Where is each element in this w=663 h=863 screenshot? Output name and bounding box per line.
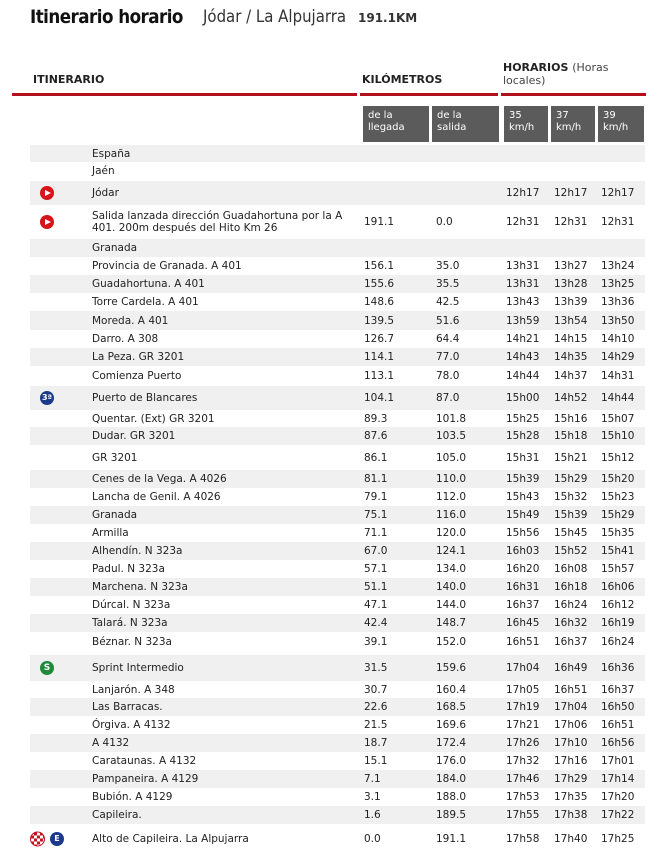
location-name: Capileira. [92,809,142,821]
km-from-start: 77.0 [436,351,460,363]
location-name: Lancha de Genil. A 4026 [92,491,221,503]
location-name: Las Barracas. [92,701,163,713]
time-35kmh: 16h51 [506,635,540,648]
time-35kmh: 17h46 [506,773,540,785]
km-from-start: 148.7 [436,617,467,629]
km-to-finish: 39.1 [364,635,388,648]
km-from-start: 189.5 [436,809,467,821]
page-header [30,6,418,32]
time-37kmh: 16h32 [554,617,588,629]
km-to-finish: 71.1 [364,527,388,539]
time-39kmh: 17h14 [601,773,635,785]
table-row [30,752,645,770]
mountain-climb-icon: 3ª [40,391,54,405]
time-35kmh: 15h56 [506,527,540,539]
km-from-start: 78.0 [436,369,460,382]
km-to-finish: 75.1 [364,509,388,521]
km-from-start: 0.0 [436,216,453,228]
km-from-start: 103.5 [436,430,467,442]
location-name: Granada [92,242,138,254]
time-37kmh: 14h37 [554,369,588,382]
mountain-climb-icon: E [50,832,64,846]
location-name: Bubión. A 4129 [92,791,173,803]
time-35kmh: 13h43 [506,296,540,308]
time-35kmh: 15h31 [506,451,540,464]
table-row [30,386,645,410]
route-name: Jódar / La Alpujarra [203,7,347,27]
location-name: Dudar. GR 3201 [92,430,176,442]
location-name: Dúrcal. N 323a [92,599,171,611]
time-39kmh: 15h10 [601,430,635,442]
location-name: Carataunas. A 4132 [92,755,197,767]
km-to-finish: 126.7 [364,333,395,345]
km-to-finish: 21.5 [364,719,388,731]
time-35kmh: 17h55 [506,809,540,821]
time-35kmh: 17h19 [506,701,540,713]
km-to-finish: 31.5 [364,662,388,674]
table-row [30,470,645,488]
time-39kmh: 17h22 [601,809,635,821]
table-row [30,770,645,788]
table-row [30,542,645,560]
km-from-start: 169.6 [436,719,467,731]
time-35kmh: 17h53 [506,791,540,803]
km-from-start: 160.4 [436,683,467,696]
km-to-finish: 79.1 [364,491,388,503]
time-35kmh: 13h31 [506,260,540,272]
time-39kmh: 15h12 [601,451,635,464]
table-row [30,734,645,752]
km-from-start: 191.1 [436,833,467,845]
time-37kmh: 15h18 [554,430,588,442]
km-from-start: 144.0 [436,599,467,611]
subheader-speed-37: 37 km/h [551,106,595,142]
time-37kmh: 13h28 [554,278,588,290]
location-name: Guadahortuna. A 401 [92,278,205,290]
time-39kmh: 13h24 [601,260,635,272]
time-35kmh: 17h05 [506,683,540,696]
location-name: España [92,147,131,160]
time-35kmh: 17h32 [506,755,540,767]
time-39kmh: 12h17 [601,187,635,199]
km-from-start: 42.5 [436,296,460,308]
km-to-finish: 67.0 [364,545,388,557]
time-35kmh: 16h03 [506,545,540,557]
km-to-finish: 155.6 [364,278,395,290]
time-39kmh: 16h56 [601,737,635,749]
time-37kmh: 16h51 [554,683,588,696]
location-name: Alhendín. N 323a [92,545,183,557]
time-35kmh: 14h44 [506,369,540,382]
location-name: Sprint Intermedio [92,662,184,674]
time-37kmh: 15h52 [554,545,588,557]
time-39kmh: 16h36 [601,662,635,674]
time-39kmh: 14h29 [601,351,635,363]
table-row [30,181,645,205]
time-39kmh: 15h07 [601,412,635,425]
time-37kmh: 16h49 [554,662,588,674]
table-row [30,348,645,366]
time-39kmh: 16h12 [601,599,635,611]
location-name: Torre Cardela. A 401 [92,296,199,308]
location-name: Salida lanzada dirección Guadahortuna por la A 401. 200m después del Hito Km 26 [92,210,343,234]
location-name: Provincia de Granada. A 401 [92,260,242,272]
time-37kmh: 15h21 [554,451,588,464]
time-39kmh: 13h50 [601,314,635,327]
km-to-finish: 156.1 [364,260,395,272]
table-row [30,596,645,614]
time-39kmh: 17h20 [601,791,635,803]
table-row [30,698,645,716]
table-row [30,275,645,293]
km-from-start: 116.0 [436,509,467,521]
table-row [30,330,645,348]
table-row [30,311,645,330]
table-row [30,205,645,239]
table-row [30,427,645,445]
time-37kmh: 12h17 [554,187,588,199]
time-39kmh: 17h01 [601,755,635,767]
km-to-finish: 114.1 [364,351,395,363]
time-39kmh: 16h51 [601,719,635,731]
table-row [30,524,645,542]
km-from-start: 168.5 [436,701,467,713]
subheader-speed-35: 35 km/h [504,106,548,142]
km-from-start: 110.0 [436,473,467,485]
table-row [30,632,645,651]
km-to-finish: 3.1 [364,791,381,803]
location-name: Lanjarón. A 348 [92,683,175,696]
location-name: Alto de Capileira. La Alpujarra [92,833,249,845]
time-37kmh: 16h18 [554,581,588,593]
time-35kmh: 16h37 [506,599,540,611]
time-37kmh: 15h32 [554,491,588,503]
km-from-start: 184.0 [436,773,467,785]
table-row [30,488,645,506]
location-name: Béznar. N 323a [92,635,172,648]
time-37kmh: 16h24 [554,599,588,611]
km-to-finish: 47.1 [364,599,388,611]
km-to-finish: 86.1 [364,451,388,464]
table-row [30,578,645,596]
time-35kmh: 15h43 [506,491,540,503]
time-39kmh: 16h37 [601,683,635,696]
location-name: La Peza. GR 3201 [92,351,185,363]
sprint-icon: S [40,661,54,675]
time-39kmh: 16h50 [601,701,635,713]
table-row [30,655,645,681]
time-35kmh: 16h20 [506,563,540,575]
km-to-finish: 104.1 [364,392,395,404]
km-from-start: 87.0 [436,392,460,404]
table-row [30,614,645,632]
time-39kmh: 12h31 [601,216,635,228]
location-name: A 4132 [92,737,130,749]
time-39kmh: 15h41 [601,545,635,557]
table-row [30,410,645,427]
km-from-start: 105.0 [436,451,467,464]
km-from-start: 35.5 [436,278,460,290]
km-to-finish: 81.1 [364,473,388,485]
time-37kmh: 17h10 [554,737,588,749]
time-39kmh: 13h36 [601,296,635,308]
km-from-start: 64.4 [436,333,460,345]
time-39kmh: 15h57 [601,563,635,575]
km-from-start: 152.0 [436,635,467,648]
table-row [30,445,645,470]
subheader-km-llegada: de la llegada [363,106,429,142]
table-row [30,257,645,275]
time-35kmh: 17h21 [506,719,540,731]
itinerario-header: ITINERARIO [33,73,105,86]
table-row [30,239,645,257]
km-to-finish: 139.5 [364,314,395,327]
time-35kmh: 13h59 [506,314,540,327]
horarios-note: (Horas locales) [503,61,609,87]
location-name: Padul. N 323a [92,563,165,575]
time-35kmh: 14h43 [506,351,540,363]
time-37kmh: 17h40 [554,833,588,845]
time-39kmh: 15h35 [601,527,635,539]
km-to-finish: 191.1 [364,216,395,228]
km-from-start: 172.4 [436,737,467,749]
km-from-start: 35.0 [436,260,460,272]
km-to-finish: 1.6 [364,809,381,821]
divider-kilometros [360,93,498,96]
location-name: Cenes de la Vega. A 4026 [92,473,227,485]
table-row [30,162,645,180]
table-row [30,826,645,852]
km-to-finish: 0.0 [364,833,381,845]
km-to-finish: 89.3 [364,412,388,425]
time-35kmh: 17h26 [506,737,540,749]
time-37kmh: 15h39 [554,509,588,521]
time-39kmh: 15h23 [601,491,635,503]
start-play-icon [40,186,54,200]
subheader-speed-39: 39 km/h [598,106,644,142]
table-row [30,716,645,734]
location-name: Comienza Puerto [92,369,182,382]
time-37kmh: 17h04 [554,701,588,713]
table-row [30,681,645,698]
km-to-finish: 7.1 [364,773,381,785]
time-37kmh: 16h37 [554,635,588,648]
km-to-finish: 51.1 [364,581,388,593]
table-row [30,366,645,385]
km-to-finish: 148.6 [364,296,395,308]
finish-flag-icon [30,832,45,847]
start-play-icon [40,215,54,229]
location-name: Armilla [92,527,129,539]
time-35kmh: 15h28 [506,430,540,442]
time-39kmh: 14h10 [601,333,635,345]
horarios-label: HORARIOS [503,61,569,74]
time-37kmh: 14h35 [554,351,588,363]
location-name: Puerto de Blancares [92,392,198,404]
km-to-finish: 42.4 [364,617,388,629]
time-35kmh: 12h31 [506,216,540,228]
time-39kmh: 17h25 [601,833,635,845]
divider-itinerario [12,93,357,96]
horarios-header [503,61,633,87]
time-35kmh: 15h00 [506,392,540,404]
km-from-start: 124.1 [436,545,467,557]
location-name: Granada [92,509,138,521]
km-to-finish: 18.7 [364,737,388,749]
km-from-start: 159.6 [436,662,467,674]
time-37kmh: 17h06 [554,719,588,731]
location-name: Jaén [92,165,115,177]
time-37kmh: 15h29 [554,473,588,485]
table-row [30,560,645,578]
km-from-start: 188.0 [436,791,467,803]
time-37kmh: 13h27 [554,260,588,272]
page-title: Itinerario horario [30,6,183,28]
km-to-finish: 57.1 [364,563,388,575]
time-37kmh: 13h54 [554,314,588,327]
km-from-start: 120.0 [436,527,467,539]
kilometros-header: KILÓMETROS [362,73,443,86]
time-37kmh: 16h08 [554,563,588,575]
time-37kmh: 14h15 [554,333,588,345]
time-37kmh: 17h35 [554,791,588,803]
time-35kmh: 15h49 [506,509,540,521]
time-37kmh: 15h45 [554,527,588,539]
time-35kmh: 17h58 [506,833,540,845]
time-39kmh: 15h29 [601,509,635,521]
route-distance: 191.1KM [358,11,418,25]
time-37kmh: 17h29 [554,773,588,785]
table-row [30,788,645,806]
time-39kmh: 14h31 [601,369,635,382]
km-from-start: 51.6 [436,314,460,327]
time-37kmh: 14h52 [554,392,588,404]
km-to-finish: 15.1 [364,755,388,767]
km-from-start: 101.8 [436,412,467,425]
time-39kmh: 16h06 [601,581,635,593]
location-name: Jódar [92,187,119,199]
time-37kmh: 15h16 [554,412,588,425]
time-37kmh: 12h31 [554,216,588,228]
km-from-start: 134.0 [436,563,467,575]
time-35kmh: 12h17 [506,187,540,199]
time-37kmh: 17h38 [554,809,588,821]
location-name: Moreda. A 401 [92,314,169,327]
km-to-finish: 22.6 [364,701,388,713]
location-name: Darro. A 308 [92,333,159,345]
time-35kmh: 16h31 [506,581,540,593]
table-row [30,145,645,162]
time-35kmh: 17h04 [506,662,540,674]
time-37kmh: 13h39 [554,296,588,308]
time-35kmh: 13h31 [506,278,540,290]
table-row [30,506,645,524]
time-39kmh: 14h44 [601,392,635,404]
location-name: Marchena. N 323a [92,581,188,593]
time-35kmh: 15h25 [506,412,540,425]
km-from-start: 112.0 [436,491,467,503]
km-to-finish: 30.7 [364,683,388,696]
time-39kmh: 16h19 [601,617,635,629]
table-row [30,806,645,824]
time-39kmh: 15h20 [601,473,635,485]
time-39kmh: 16h24 [601,635,635,648]
divider-horarios [501,93,646,96]
time-35kmh: 14h21 [506,333,540,345]
location-name: Talará. N 323a [92,617,168,629]
time-35kmh: 15h39 [506,473,540,485]
subheader-km-salida: de la salida [432,106,499,142]
location-name: Pampaneira. A 4129 [92,773,199,785]
km-to-finish: 113.1 [364,369,395,382]
km-from-start: 176.0 [436,755,467,767]
table-row [30,293,645,311]
location-name: Órgiva. A 4132 [92,719,171,731]
km-from-start: 140.0 [436,581,467,593]
km-to-finish: 87.6 [364,430,388,442]
time-37kmh: 17h16 [554,755,588,767]
time-39kmh: 13h25 [601,278,635,290]
time-35kmh: 16h45 [506,617,540,629]
location-name: GR 3201 [92,451,138,464]
location-name: Quentar. (Ext) GR 3201 [92,412,215,425]
